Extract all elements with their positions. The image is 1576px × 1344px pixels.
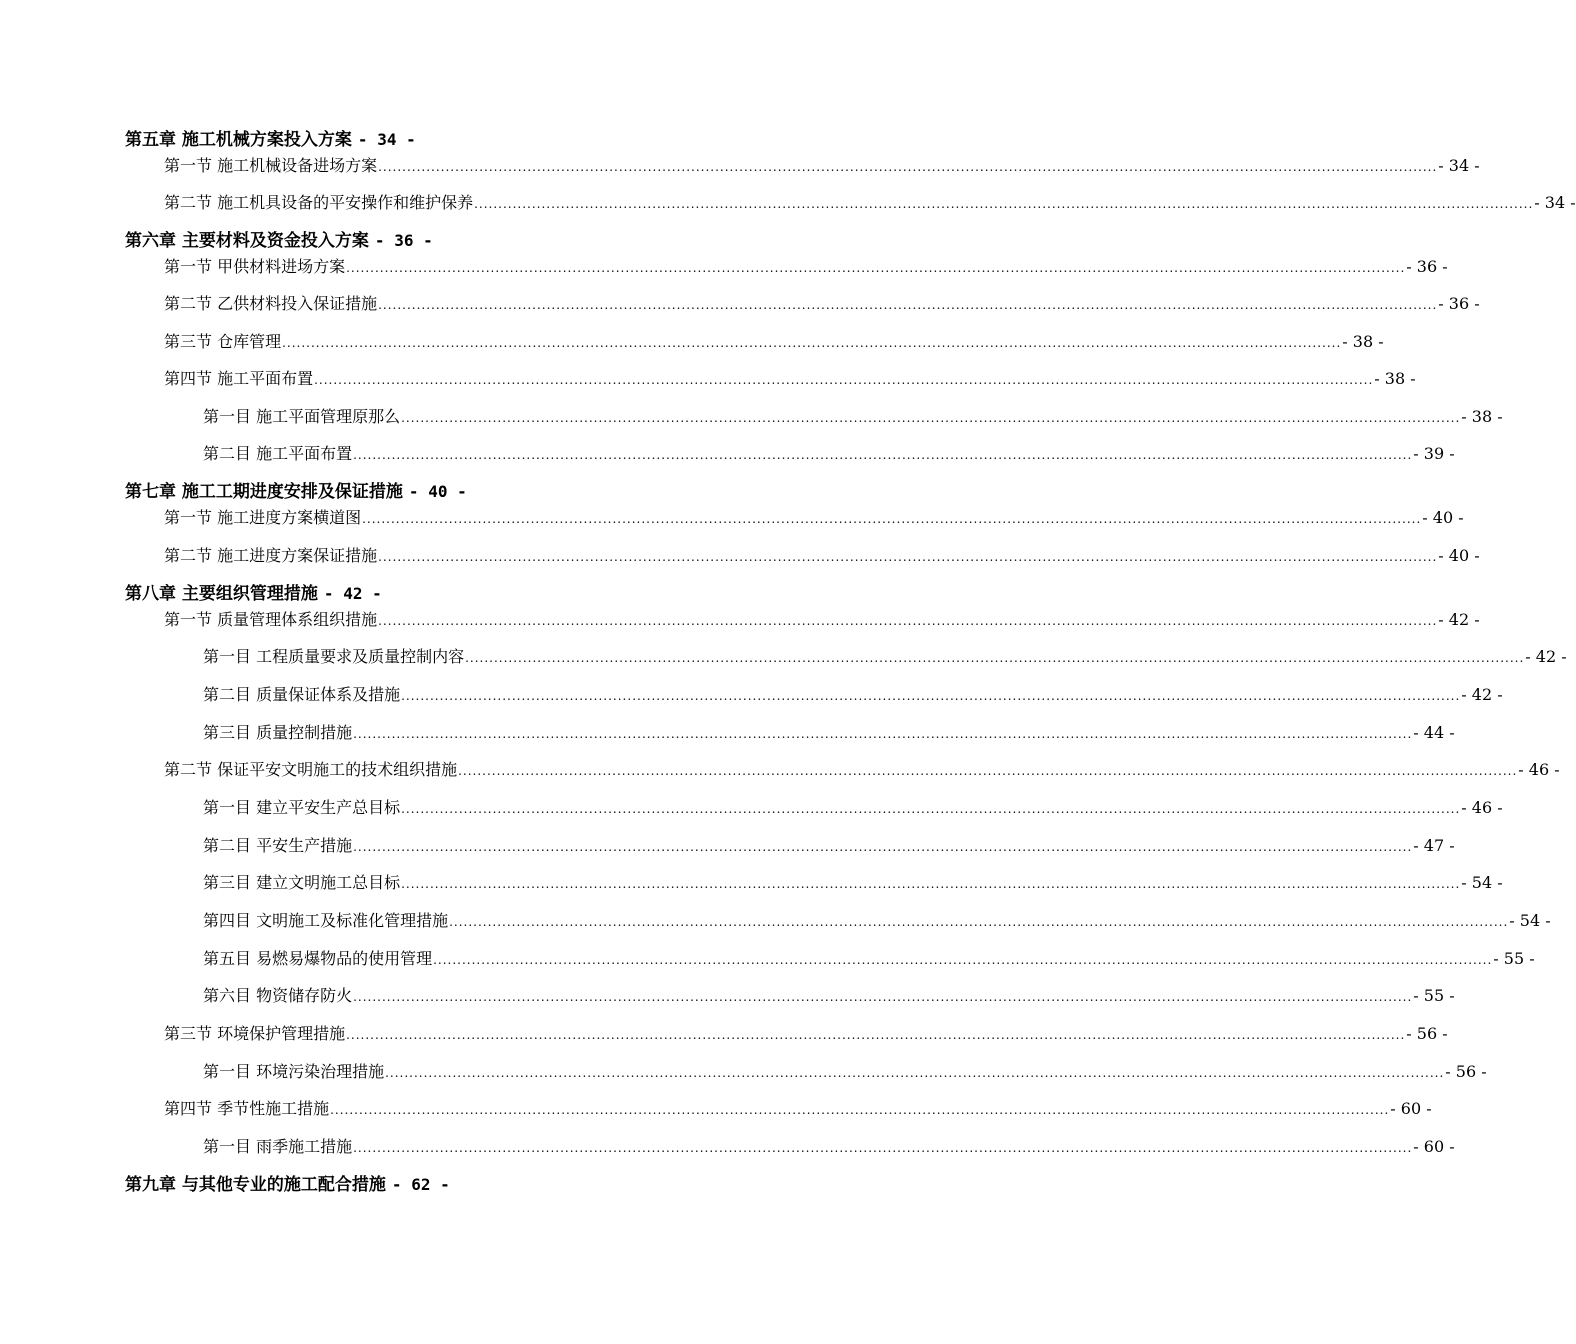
dot-leader: ............................................................................................................................................................................................................................ <box>353 840 1413 854</box>
toc-page-number: - 42 - <box>1438 610 1480 629</box>
toc-subsection-entry[interactable] <box>0 443 1455 466</box>
toc-entry-title: 第一目 施工平面管理原那么 <box>203 407 401 426</box>
dot-leader: ............................................................................................................................................................................................................................ <box>401 802 1461 816</box>
toc-subsection-entry[interactable] <box>0 835 1455 858</box>
toc-page-number: - 40 - <box>1422 508 1464 527</box>
toc-entry-title: 第二节 施工进度方案保证措施 <box>164 546 378 565</box>
toc-page-number: - 56 - <box>1406 1024 1448 1043</box>
toc-page-number: - 42 - <box>323 584 382 603</box>
toc-subsection-entry[interactable] <box>0 1061 1487 1084</box>
toc-chapter-entry[interactable] <box>0 129 860 151</box>
toc-entry-title: 第二节 保证平安文明施工的技术组织措施 <box>164 760 458 779</box>
toc-entry-title: 第一目 雨季施工措施 <box>203 1137 353 1156</box>
toc-entry-title: 第一目 工程质量要求及质量控制内容 <box>203 647 465 666</box>
toc-page-number: - 54 - <box>1509 911 1551 930</box>
toc-entry-title: 第五章 施工机械方案投入方案 <box>125 130 352 150</box>
toc-entry-title: 第九章 与其他专业的施工配合措施 <box>125 1175 386 1195</box>
toc-section-entry[interactable] <box>0 331 1384 354</box>
toc-entry-title: 第三节 环境保护管理措施 <box>164 1024 346 1043</box>
dot-leader: ............................................................................................................................................................................................................................ <box>378 550 1438 564</box>
dot-leader: ............................................................................................................................................................................................................................ <box>378 614 1438 628</box>
toc-entry-title: 第八章 主要组织管理措施 <box>125 584 318 604</box>
dot-leader: ............................................................................................................................................................................................................................ <box>353 727 1413 741</box>
toc-subsection-entry[interactable] <box>0 1136 1455 1159</box>
toc-entry-title: 第二节 乙供材料投入保证措施 <box>164 294 378 313</box>
dot-leader: ............................................................................................................................................................................................................................ <box>378 298 1438 312</box>
toc-page-number: - 36 - <box>374 231 433 250</box>
toc-subsection-entry[interactable] <box>0 406 1503 429</box>
toc-entry-title: 第二节 施工机具设备的平安操作和维护保养 <box>164 193 474 212</box>
toc-entry-title: 第二目 施工平面布置 <box>203 444 353 463</box>
dot-leader: ............................................................................................................................................................................................................................ <box>346 1028 1406 1042</box>
toc-page-number: - 34 - <box>1438 156 1480 175</box>
toc-page-number: - 42 - <box>1461 685 1503 704</box>
toc-page-number: - 38 - <box>1342 332 1384 351</box>
toc-subsection-entry[interactable] <box>0 684 1503 707</box>
toc-entry-title: 第三目 建立文明施工总目标 <box>203 873 401 892</box>
toc-subsection-entry[interactable] <box>0 722 1455 745</box>
dot-leader: ............................................................................................................................................................................................................................ <box>378 160 1438 174</box>
toc-section-entry[interactable] <box>0 293 1480 316</box>
toc-page-number: - 34 - <box>1534 193 1576 212</box>
toc-page-number: - 40 - <box>408 482 467 501</box>
toc-page-number: - 36 - <box>1438 294 1480 313</box>
toc-section-entry[interactable] <box>0 759 1560 782</box>
dot-leader: ............................................................................................................................................................................................................................ <box>314 373 1374 387</box>
toc-entry-title: 第一目 环境污染治理措施 <box>203 1062 385 1081</box>
toc-page-number: - 38 - <box>1461 407 1503 426</box>
dot-leader: ............................................................................................................................................................................................................................ <box>458 764 1518 778</box>
dot-leader: ............................................................................................................................................................................................................................ <box>401 411 1461 425</box>
toc-entry-title: 第四节 施工平面布置 <box>164 369 314 388</box>
toc-subsection-entry[interactable] <box>0 910 1551 933</box>
toc-entry-title: 第二目 质量保证体系及措施 <box>203 685 401 704</box>
toc-section-entry[interactable] <box>0 368 1416 391</box>
toc-section-entry[interactable] <box>0 1098 1432 1121</box>
toc-subsection-entry[interactable] <box>0 646 1567 669</box>
toc-subsection-entry[interactable] <box>0 985 1455 1008</box>
dot-leader: ............................................................................................................................................................................................................................ <box>353 990 1413 1004</box>
toc-entry-title: 第五目 易燃易爆物品的使用管理 <box>203 949 433 968</box>
toc-section-entry[interactable] <box>0 192 1576 215</box>
toc-entry-title: 第七章 施工工期进度安排及保证措施 <box>125 482 403 502</box>
toc-page-number: - 36 - <box>1406 257 1448 276</box>
toc-section-entry[interactable] <box>0 155 1480 178</box>
toc-entry-title: 第四目 文明施工及标准化管理措施 <box>203 911 449 930</box>
toc-chapter-entry[interactable] <box>0 1174 860 1196</box>
toc-section-entry[interactable] <box>0 256 1448 279</box>
toc-entry-title: 第六章 主要材料及资金投入方案 <box>125 231 369 251</box>
toc-entry-title: 第三节 仓库管理 <box>164 332 282 351</box>
dot-leader: ............................................................................................................................................................................................................................ <box>385 1066 1445 1080</box>
dot-leader: ............................................................................................................................................................................................................................ <box>401 877 1461 891</box>
toc-page-number: - 46 - <box>1461 798 1503 817</box>
toc-entry-title: 第一节 甲供材料进场方案 <box>164 257 346 276</box>
toc-section-entry[interactable] <box>0 545 1480 568</box>
toc-chapter-entry[interactable] <box>0 481 860 503</box>
dot-leader: ............................................................................................................................................................................................................................ <box>465 651 1525 665</box>
toc-entry-title: 第六目 物资储存防火 <box>203 986 353 1005</box>
toc-section-entry[interactable] <box>0 609 1480 632</box>
toc-page-number: - 47 - <box>1413 836 1455 855</box>
dot-leader: ............................................................................................................................................................................................................................ <box>353 1141 1413 1155</box>
dot-leader: ............................................................................................................................................................................................................................ <box>474 197 1534 211</box>
toc-page-number: - 62 - <box>391 1175 450 1194</box>
toc-page-number: - 60 - <box>1413 1137 1455 1156</box>
toc-chapter-entry[interactable] <box>0 230 860 252</box>
toc-subsection-entry[interactable] <box>0 872 1503 895</box>
toc-page-number: - 56 - <box>1445 1062 1487 1081</box>
toc-entry-title: 第二目 平安生产措施 <box>203 836 353 855</box>
toc-section-entry[interactable] <box>0 507 1464 530</box>
toc-page-number: - 54 - <box>1461 873 1503 892</box>
toc-page-number: - 42 - <box>1525 647 1567 666</box>
dot-leader: ............................................................................................................................................................................................................................ <box>433 953 1493 967</box>
toc-chapter-entry[interactable] <box>0 583 860 605</box>
dot-leader: ............................................................................................................................................................................................................................ <box>449 915 1509 929</box>
dot-leader: ............................................................................................................................................................................................................................ <box>362 512 1422 526</box>
toc-page-number: - 34 - <box>357 130 416 149</box>
toc-entry-title: 第一节 施工进度方案横道图 <box>164 508 362 527</box>
toc-page-number: - 44 - <box>1413 723 1455 742</box>
dot-leader: ............................................................................................................................................................................................................................ <box>346 261 1406 275</box>
toc-page-number: - 38 - <box>1374 369 1416 388</box>
toc-page-number: - 39 - <box>1413 444 1455 463</box>
toc-entry-title: 第一目 建立平安生产总目标 <box>203 798 401 817</box>
toc-subsection-entry[interactable] <box>0 797 1503 820</box>
toc-page-number: - 40 - <box>1438 546 1480 565</box>
toc-page-number: - 55 - <box>1413 986 1455 1005</box>
toc-section-entry[interactable] <box>0 1023 1448 1046</box>
toc-entry-title: 第三目 质量控制措施 <box>203 723 353 742</box>
toc-subsection-entry[interactable] <box>0 948 1535 971</box>
toc-page-number: - 55 - <box>1493 949 1535 968</box>
dot-leader: ............................................................................................................................................................................................................................ <box>282 336 1342 350</box>
toc-page-number: - 46 - <box>1518 760 1560 779</box>
dot-leader: ............................................................................................................................................................................................................................ <box>401 689 1461 703</box>
dot-leader: ............................................................................................................................................................................................................................ <box>330 1103 1390 1117</box>
toc-entry-title: 第一节 质量管理体系组织措施 <box>164 610 378 629</box>
toc-entry-title: 第四节 季节性施工措施 <box>164 1099 330 1118</box>
toc-entry-title: 第一节 施工机械设备进场方案 <box>164 156 378 175</box>
dot-leader: ............................................................................................................................................................................................................................ <box>353 448 1413 462</box>
toc-page-number: - 60 - <box>1390 1099 1432 1118</box>
